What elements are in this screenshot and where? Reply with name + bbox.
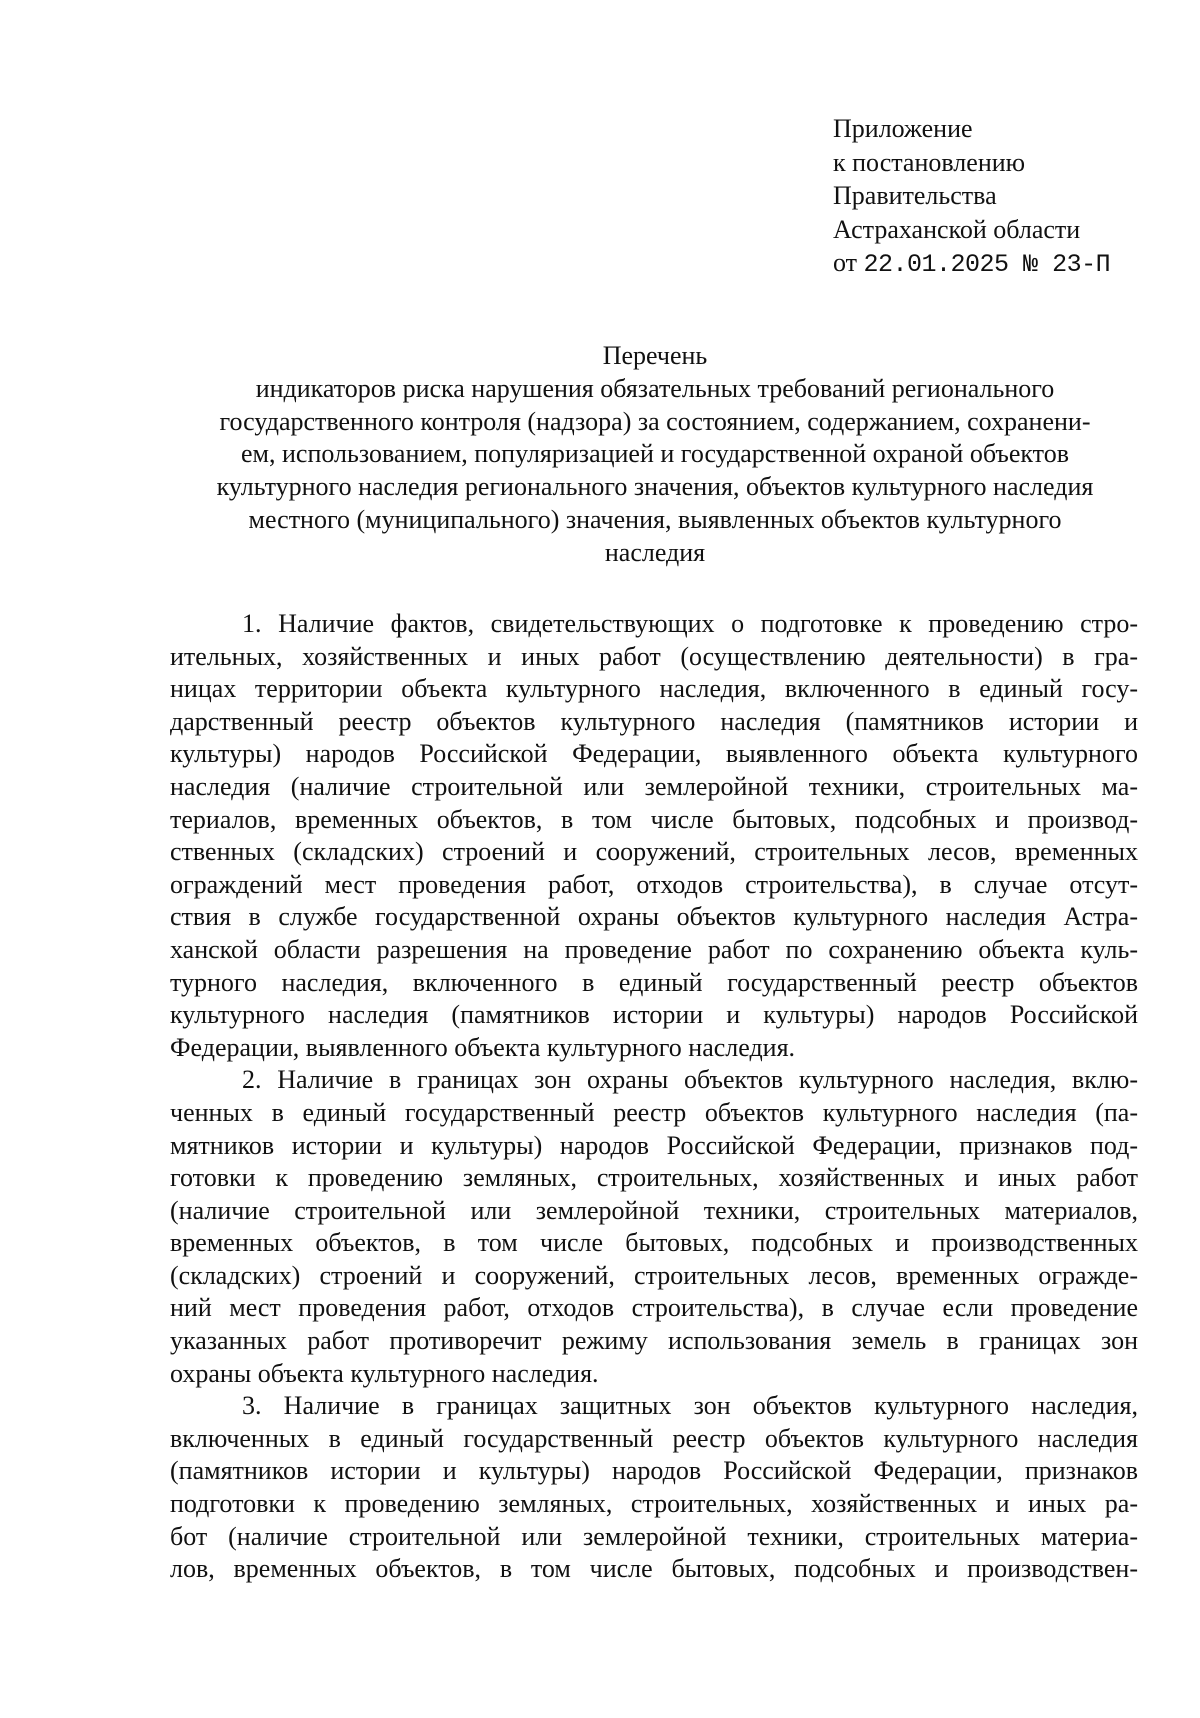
- paragraph-line: подготовки к проведению земляных, строительных, хозяйственных и иных ра-: [170, 1489, 1138, 1519]
- paragraph-line: культуры) народов Российской Федерации, выявленного объекта культурного: [170, 739, 1138, 769]
- paragraph-line: указанных работ противоречит режиму использования земель в границах зон: [170, 1326, 1138, 1356]
- list-item-2: [170, 1064, 1138, 1390]
- paragraph-line: временных объектов, в том числе бытовых, подсобных и производственных: [170, 1228, 1138, 1258]
- title-line: местного (муниципального) значения, выявленных объектов культурного: [248, 504, 1062, 534]
- title-line: наследия: [604, 537, 706, 567]
- paragraph-line: (наличие строительной или землеройной техники, строительных материалов,: [170, 1195, 1138, 1225]
- document-body: [170, 608, 1138, 1586]
- appendix-line: Приложение: [833, 114, 973, 143]
- appendix-date-line: [833, 246, 1110, 282]
- title-heading: Перечень: [602, 341, 708, 370]
- paragraph-line: ченных в единый государственный реестр объектов культурного наследия (па-: [170, 1097, 1138, 1127]
- title-line: индикаторов риска нарушения обязательных требований регионального: [255, 373, 1055, 403]
- paragraph-line: дарственный реестр объектов культурного наследия (памятников истории и: [170, 706, 1138, 736]
- paragraph-line: Федерации, выявленного объекта культурного наследия.: [170, 1032, 796, 1062]
- paragraph-line: 3. Наличие в границах защитных зон объектов культурного наследия,: [242, 1391, 1138, 1421]
- paragraph-line: культурного наследия (памятников истории и культуры) народов Российской: [170, 1000, 1138, 1030]
- title-line: ем, использованием, популяризацией и государственной охраной объектов: [241, 439, 1069, 469]
- paragraph-line: лов, временных объектов, в том числе бытовых, подсобных и производствен-: [170, 1554, 1138, 1584]
- title-line: культурного наследия регионального значения, объектов культурного наследия: [216, 472, 1094, 502]
- list-item-3: [170, 1390, 1138, 1586]
- paragraph-line: турного наследия, включенного в единый государственный реестр объектов: [170, 967, 1138, 997]
- paragraph-line: наследия (наличие строительной или землеройной техники, строительных ма-: [170, 771, 1138, 801]
- paragraph-line: ительных, хозяйственных и иных работ (осуществлению деятельности) в гра-: [170, 641, 1138, 671]
- paragraph-line: 2. Наличие в границах зон охраны объектов культурного наследия, вклю-: [242, 1065, 1138, 1095]
- paragraph-line: ственных (складских) строений и сооружений, строительных лесов, временных: [170, 837, 1138, 867]
- appendix-line: Правительства: [833, 181, 997, 210]
- paragraph-line: охраны объекта культурного наследия.: [170, 1358, 599, 1388]
- paragraph-line: ствия в службе государственной охраны объектов культурного наследия Астра-: [170, 902, 1138, 932]
- paragraph-line: бот (наличие строительной или землеройной техники, строительных материа-: [170, 1521, 1138, 1551]
- paragraph-line: ницах территории объекта культурного наследия, включенного в единый госу-: [170, 674, 1138, 704]
- paragraph-line: готовки к проведению земляных, строительных, хозяйственных и иных работ: [170, 1163, 1138, 1193]
- list-item-1: [170, 608, 1138, 1064]
- paragraph-line: ханской области разрешения на проведение работ по сохранению объекта куль-: [170, 934, 1138, 964]
- title-line: государственного контроля (надзора) за состоянием, содержанием, сохранени-: [219, 406, 1091, 436]
- appendix-block: [833, 112, 1110, 282]
- paragraph-line: мятников истории и культуры) народов Российской Федерации, признаков под-: [170, 1130, 1138, 1160]
- paragraph-line: (памятников истории и культуры) народов Российской Федерации, признаков: [170, 1456, 1138, 1486]
- paragraph-line: (складских) строений и сооружений, строительных лесов, временных огражде-: [170, 1260, 1138, 1290]
- paragraph-line: 1. Наличие фактов, свидетельствующих о подготовке к проведению стро-: [242, 609, 1138, 638]
- appendix-line: Астраханской области: [833, 214, 1081, 244]
- document-title: [170, 340, 1140, 570]
- paragraph-line: ний мест проведения работ, отходов строительства), в случае если проведение: [170, 1293, 1138, 1323]
- paragraph-line: включенных в единый государственный реестр объектов культурного наследия: [170, 1423, 1138, 1453]
- appendix-date-prefix: от: [833, 248, 864, 277]
- paragraph-line: ограждений мест проведения работ, отходов строительства), в случае отсут-: [170, 869, 1138, 899]
- appendix-date-number: 22.01.2025 № 23-П: [863, 250, 1111, 279]
- appendix-line: к постановлению: [833, 147, 1026, 177]
- paragraph-line: териалов, временных объектов, в том числе бытовых, подсобных и производ-: [170, 804, 1138, 834]
